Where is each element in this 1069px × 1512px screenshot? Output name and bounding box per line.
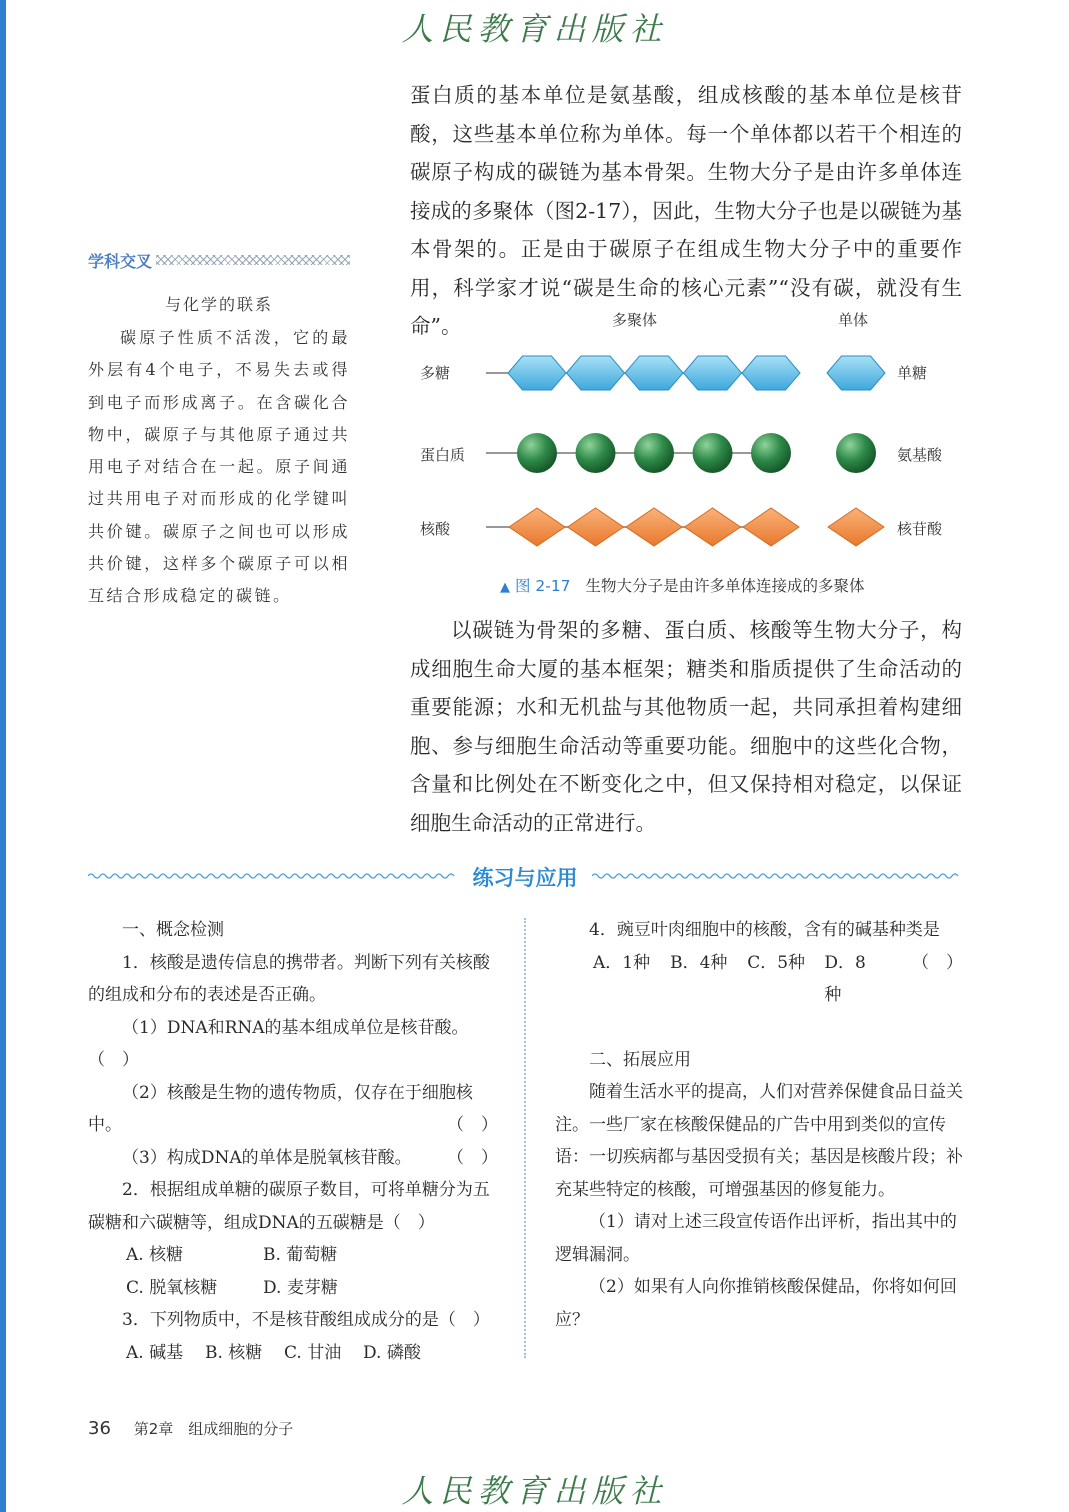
sidebar-zigzag-rule [156,255,350,265]
answer-blank: （ ） [383,1212,435,1233]
polymer-unit-diamond [568,508,624,546]
option-a: A．1种 [593,952,651,973]
column-divider [524,918,526,1358]
extension-question-2: （2）如果有人向你推销核酸保健品，你将如何回应？ [555,1277,957,1330]
option-c: C．5种 [747,952,806,973]
spacer [555,1012,963,1044]
question-2-options-row-2 [88,1272,498,1305]
polymer-monomer-diagram [480,340,890,560]
page-number: 36 [88,1418,111,1439]
figure-col-polymer: 多聚体 [612,311,658,329]
option-d: D．8种 [824,952,866,1005]
polymer-unit-hexagon [508,356,566,390]
sidebar-title: 与化学的联系 [164,295,273,314]
polymer-unit-hexagon [567,356,625,390]
question-3: 3．下列物质中，不是核苷酸组成成分的是（ ） [122,1310,490,1330]
page-footer [88,1418,293,1439]
polymer-unit-circle [517,433,557,473]
monomer-circle [836,433,876,473]
option-c: C. 脱氧核糖 [126,1277,218,1298]
option-a: A. 碱基 [126,1342,184,1363]
question-3-options [88,1337,498,1370]
figure-caption-text: 生物大分子是由许多单体连接成的多聚体 [585,577,865,595]
answer-blank: （ ） [447,1147,498,1168]
sidebar-tag: 学科交叉 [88,251,153,271]
answer-blank: （ ） [912,952,963,973]
question-1-item-1: （1）DNA和RNA的基本组成单位是核苷酸。（ ） [88,1017,469,1070]
monomer-diamond [828,508,884,546]
extension-question-1: （1）请对上述三段宣传语作出评析，指出其中的逻辑漏洞。 [555,1212,957,1265]
polymer-unit-hexagon [684,356,742,390]
question-1-item-2: （2）核酸是生物的遗传物质，仅存在于细胞核中。 （ ） [88,1077,498,1142]
answer-blank: （ ） [88,1050,139,1070]
figure-monomer-label-nucleotide: 核苷酸 [897,520,943,538]
polymer-unit-hexagon [625,356,683,390]
exercise-wave-right [592,872,962,880]
sidebar-header [88,248,350,272]
polymer-unit-diamond [626,508,682,546]
figure-number: 图 2-17 [514,577,571,595]
figure-monomer-label-amino-acid: 氨基酸 [897,446,943,464]
option-d: D. 麦芽糖 [263,1277,338,1298]
publisher-watermark-bottom: 人民教育出版社 [401,1472,668,1510]
exercise-header [88,862,962,892]
section-concept-check: 一、概念检测 [122,920,224,940]
polymer-unit-diamond [509,508,565,546]
figure-row-label-protein: 蛋白质 [420,446,466,464]
polymer-unit-diamond [685,508,741,546]
question-2-options-row-1 [88,1239,498,1272]
question-4-options [555,947,878,1012]
figure-row-label-polysaccharide: 多糖 [420,364,451,382]
polymer-unit-circle [634,433,674,473]
monomer-hexagon [827,356,885,390]
caption-triangle-icon: ▲ [500,580,510,595]
option-d: D. 磷酸 [363,1342,421,1363]
question-2: 2．根据组成单糖的碳原子数目，可将单糖分为五碳糖和六碳糖等，组成DNA的五碳糖是（ ） [88,1180,490,1233]
figure-col-monomer: 单体 [838,311,869,329]
question-4: 4．豌豆叶肉细胞中的核酸，含有的碱基种类是 （ ） [555,914,963,947]
section-extension: 二、拓展应用 [589,1049,691,1070]
figure-row-label-nucleic-acid: 核酸 [420,520,451,538]
answer-blank: （ ） [447,1115,498,1135]
option-b: B. 核糖 [205,1342,263,1363]
exercise-title: 练习与应用 [472,866,578,890]
sidebar-body: 碳原子性质不活泼，它的最外层有4个电子，不易失去或得到电子而形成离子。在含碳化合物中，碳原子与其他原子通过共用电子对结合在一起。原子间通过共用电子对而形成的化学键叫共价键。碳原子之间也可以形成共价键，这样多个碳原子可以相互结合形成稳定的碳链。 [88,328,350,606]
option-c: C. 甘油 [284,1342,342,1363]
question-1-item-3: （3）构成DNA的单体是脱氧核苷酸。 （ ） [88,1142,498,1175]
question-1: 1．核酸是遗传信息的携带者。判断下列有关核酸的组成和分布的表述是否正确。 [88,952,490,1005]
extension-paragraph: 随着生活水平的提高，人们对营养保健食品日益关注。一些厂家在核酸保健品的广告中用到类似的宣传语：一切疾病都与基因受损有关；基因是核酸片段；补充某些特定的核酸，可增强基因的修复能力。 [555,1082,963,1200]
main-paragraph-1: 蛋白质的基本单位是氨基酸，组成核酸的基本单位是核苷酸，这些基本单位称为单体。每一个单体都以若干个相连的碳原子构成的碳链为基本骨架。生物大分子是由许多单体连接成的多聚体（图2-17），因此，生物大分子也是以碳链为基本骨架的。正是由于碳原子在组成生物大分子中的重要作用，科学家才说“碳是生命的核心元素”“没有碳，就没有生命”。 [410,83,962,338]
figure-monomer-label-monosaccharide: 单糖 [897,364,928,382]
publisher-watermark-top: 人民教育出版社 [401,10,668,48]
chapter-title: 第2章 组成细胞的分子 [133,1420,294,1438]
option-a: A. 核糖 [126,1245,184,1265]
answer-blank: （ ） [438,1310,490,1330]
polymer-unit-circle [576,433,616,473]
exercise-right-column [555,914,963,1336]
figure-caption [500,574,865,596]
polymer-unit-circle [693,433,733,473]
polymer-unit-diamond [743,508,799,546]
option-b: B．4种 [670,952,728,973]
option-b: B. 葡萄糖 [263,1245,338,1265]
polymer-unit-hexagon [742,356,800,390]
exercise-left-column [88,914,498,1369]
main-paragraph-2: 以碳链为骨架的多糖、蛋白质、核酸等生物大分子，构成细胞生命大厦的基本框架；糖类和脂质提供了生命活动的重要能源；水和无机盐与其他物质一起，共同承担着构建细胞、参与细胞生命活动等重要功能。细胞中的这些化合物，含量和比例处在不断变化之中，但又保持相对稳定，以保证细胞生命活动的正常进行。 [410,618,962,835]
page-edge-bar [0,0,6,1512]
polymer-unit-circle [751,433,791,473]
